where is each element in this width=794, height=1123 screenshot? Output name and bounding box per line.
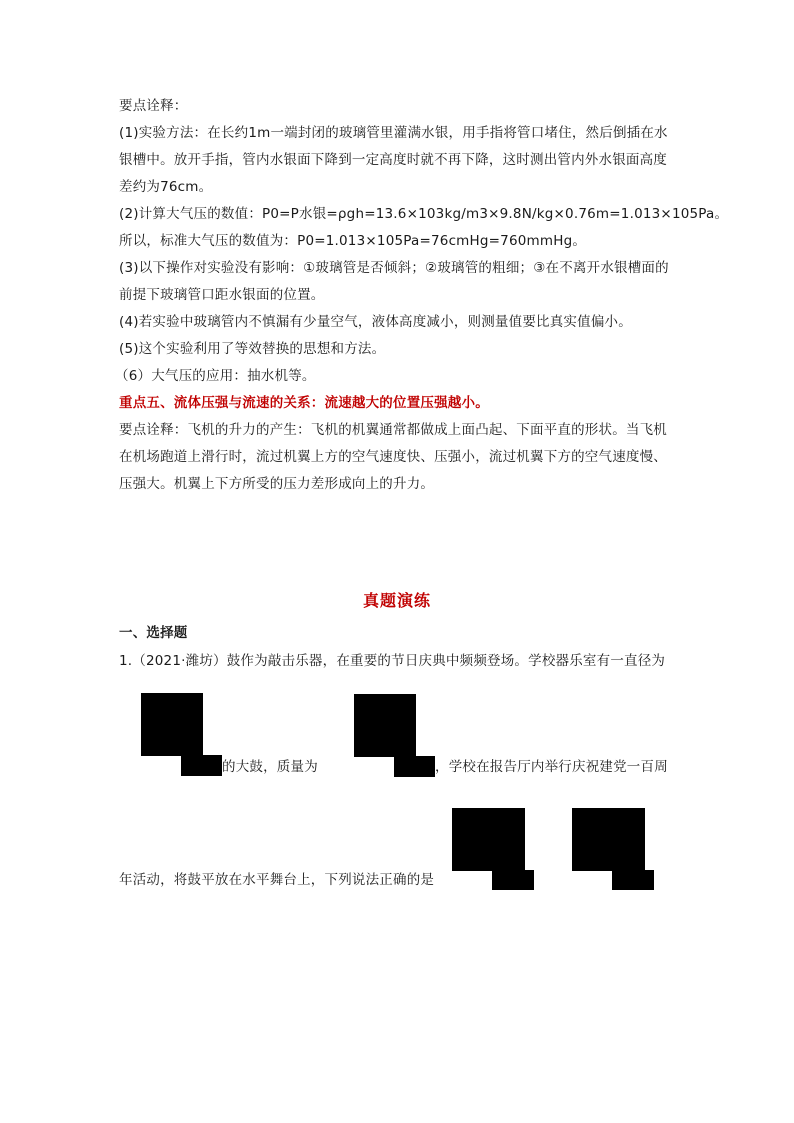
redacted-image-4a bbox=[572, 808, 645, 871]
text-line-7: (3)以下操作对实验没有影响：①玻璃管是否倾斜；②玻璃管的粗细；③在不离开水银槽面的 bbox=[119, 260, 669, 276]
text-line-5: (2)计算大气压的数值：P0=P水银=ρgh=13.6×103kg/m3×9.8N/kg×0.76m=1.013×105Pa。 bbox=[119, 206, 729, 222]
text-line-8: 前提下玻璃管口距水银面的位置。 bbox=[119, 287, 325, 303]
question-1-line-3: 年活动，将鼓平放在水平舞台上，下列说法正确的是 bbox=[119, 872, 435, 888]
question-1-part-b: ，学校在报告厅内举行庆祝建党一百周 bbox=[435, 759, 668, 775]
text-line-2: (1)实验方法：在长约1m一端封闭的玻璃管里灌满水银，用手指将管口堵住，然后倒插在水 bbox=[119, 125, 668, 141]
text-line-10: (5)这个实验利用了等效替换的思想和方法。 bbox=[119, 341, 386, 357]
redacted-image-2a bbox=[354, 694, 416, 757]
key-point-heading: 重点五、流体压强与流速的关系：流速越大的位置压强越小。 bbox=[119, 395, 489, 411]
text-line-1: 要点诠释： bbox=[119, 98, 188, 114]
redacted-image-1a bbox=[141, 693, 203, 756]
redacted-image-2b bbox=[394, 756, 435, 777]
text-line-4: 差约为76cm。 bbox=[119, 179, 213, 195]
question-1-part-a: 的大鼓，质量为 bbox=[222, 759, 318, 775]
text-line-15: 压强大。机翼上下方所受的压力差形成向上的升力。 bbox=[119, 476, 435, 492]
text-line-13: 要点诠释：飞机的升力的产生：飞机的机翼通常都做成上面凸起、下面平直的形状。当飞机 bbox=[119, 422, 667, 438]
text-line-11: （6）大气压的应用：抽水机等。 bbox=[115, 368, 316, 384]
text-line-14: 在机场跑道上滑行时，流过机翼上方的空气速度快、压强小，流过机翼下方的空气速度慢、 bbox=[119, 449, 667, 465]
text-line-3: 银槽中。放开手指，管内水银面下降到一定高度时就不再下降，这时测出管内外水银面高度 bbox=[119, 152, 667, 168]
redacted-image-3b bbox=[492, 870, 534, 890]
redacted-image-1b bbox=[181, 755, 222, 776]
redacted-image-3a bbox=[452, 808, 525, 871]
text-line-6: 所以，标准大气压的数值为：P0=1.013×105Pa=76cmHg=760mmHg。 bbox=[119, 233, 587, 249]
subsection-title: 一、选择题 bbox=[119, 625, 188, 641]
question-1-line-1: 1.（2021·潍坊）鼓作为敲击乐器，在重要的节日庆典中频频登场。学校器乐室有一直径为 bbox=[119, 653, 666, 669]
section-title: 真题演练 bbox=[362, 591, 431, 610]
redacted-image-4b bbox=[612, 870, 654, 890]
text-line-9: (4)若实验中玻璃管内不慎漏有少量空气，液体高度减小，则测量值要比真实值偏小。 bbox=[119, 314, 632, 330]
